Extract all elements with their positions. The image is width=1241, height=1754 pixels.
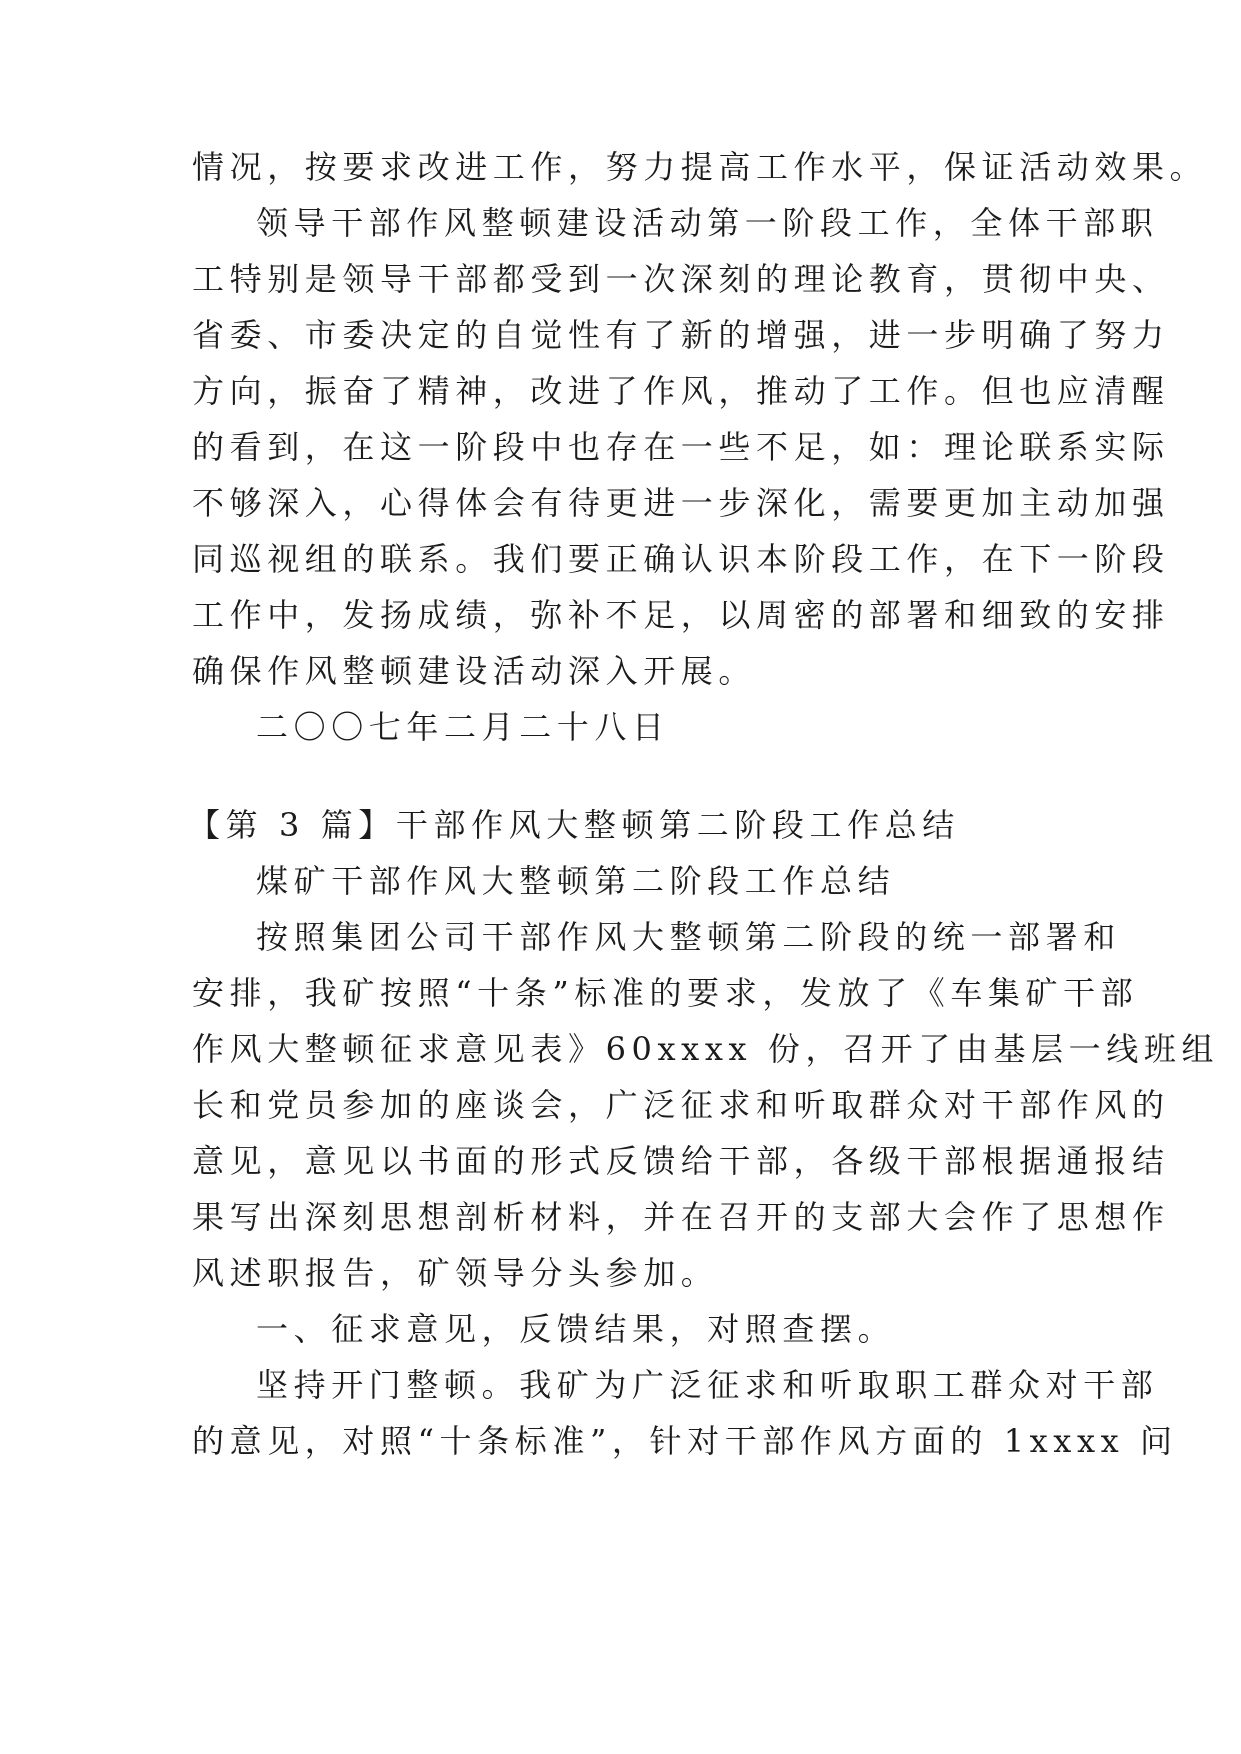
article-title: 煤矿干部作风大整顿第二阶段工作总结 [256,862,896,900]
body-text-line: 不够深入，心得体会有待更进一步深化，需要更加主动加强 [192,484,1170,522]
body-text-line: 的意见，对照“十条标准”，针对干部作风方面的 1xxxx 问 [192,1422,1178,1460]
body-text-line: 工特别是领导干部都受到一次深刻的理论教育，贯彻中央、 [192,260,1170,298]
paragraph-first-line: 坚持开门整顿。我矿为广泛征求和听取职工群众对干部 [256,1366,1159,1404]
body-text-line: 省委、市委决定的自觉性有了新的增强，进一步明确了努力 [192,316,1170,354]
body-text-line: 风述职报告，矿领导分头参加。 [192,1254,719,1292]
body-text-line: 果写出深刻思想剖析材料，并在召开的支部大会作了思想作 [192,1198,1170,1236]
date-line: 二〇〇七年二月二十八日 [256,708,670,746]
paragraph-first-line: 领导干部作风整顿建设活动第一阶段工作，全体干部职 [256,204,1159,242]
body-text-line: 安排，我矿按照“十条”标准的要求，发放了《车集矿干部 [192,974,1139,1012]
body-text-line: 工作中，发扬成绩，弥补不足，以周密的部署和细致的安排 [192,596,1170,634]
body-text-line: 同巡视组的联系。我们要正确认识本阶段工作，在下一阶段 [192,540,1170,578]
paragraph-first-line: 按照集团公司干部作风大整顿第二阶段的统一部署和 [256,918,1121,956]
subsection-heading: 一、征求意见，反馈结果，对照查摆。 [256,1310,896,1348]
section-heading: 【第 3 篇】干部作风大整顿第二阶段工作总结 [188,806,960,844]
body-text-line: 的看到，在这一阶段中也存在一些不足，如：理论联系实际 [192,428,1170,466]
body-text-line: 方向，振奋了精神，改进了作风，推动了工作。但也应清醒 [192,372,1170,410]
body-text-line: 情况，按要求改进工作，努力提高工作水平，保证活动效果。 [192,148,1208,186]
body-text-line: 确保作风整顿建设活动深入开展。 [192,652,757,690]
body-text-line: 作风大整顿征求意见表》60xxxx 份，召开了由基层一线班组 [192,1030,1220,1068]
body-text-line: 长和党员参加的座谈会，广泛征求和听取群众对干部作风的 [192,1086,1170,1124]
body-text-line: 意见，意见以书面的形式反馈给干部，各级干部根据通报结 [192,1142,1170,1180]
